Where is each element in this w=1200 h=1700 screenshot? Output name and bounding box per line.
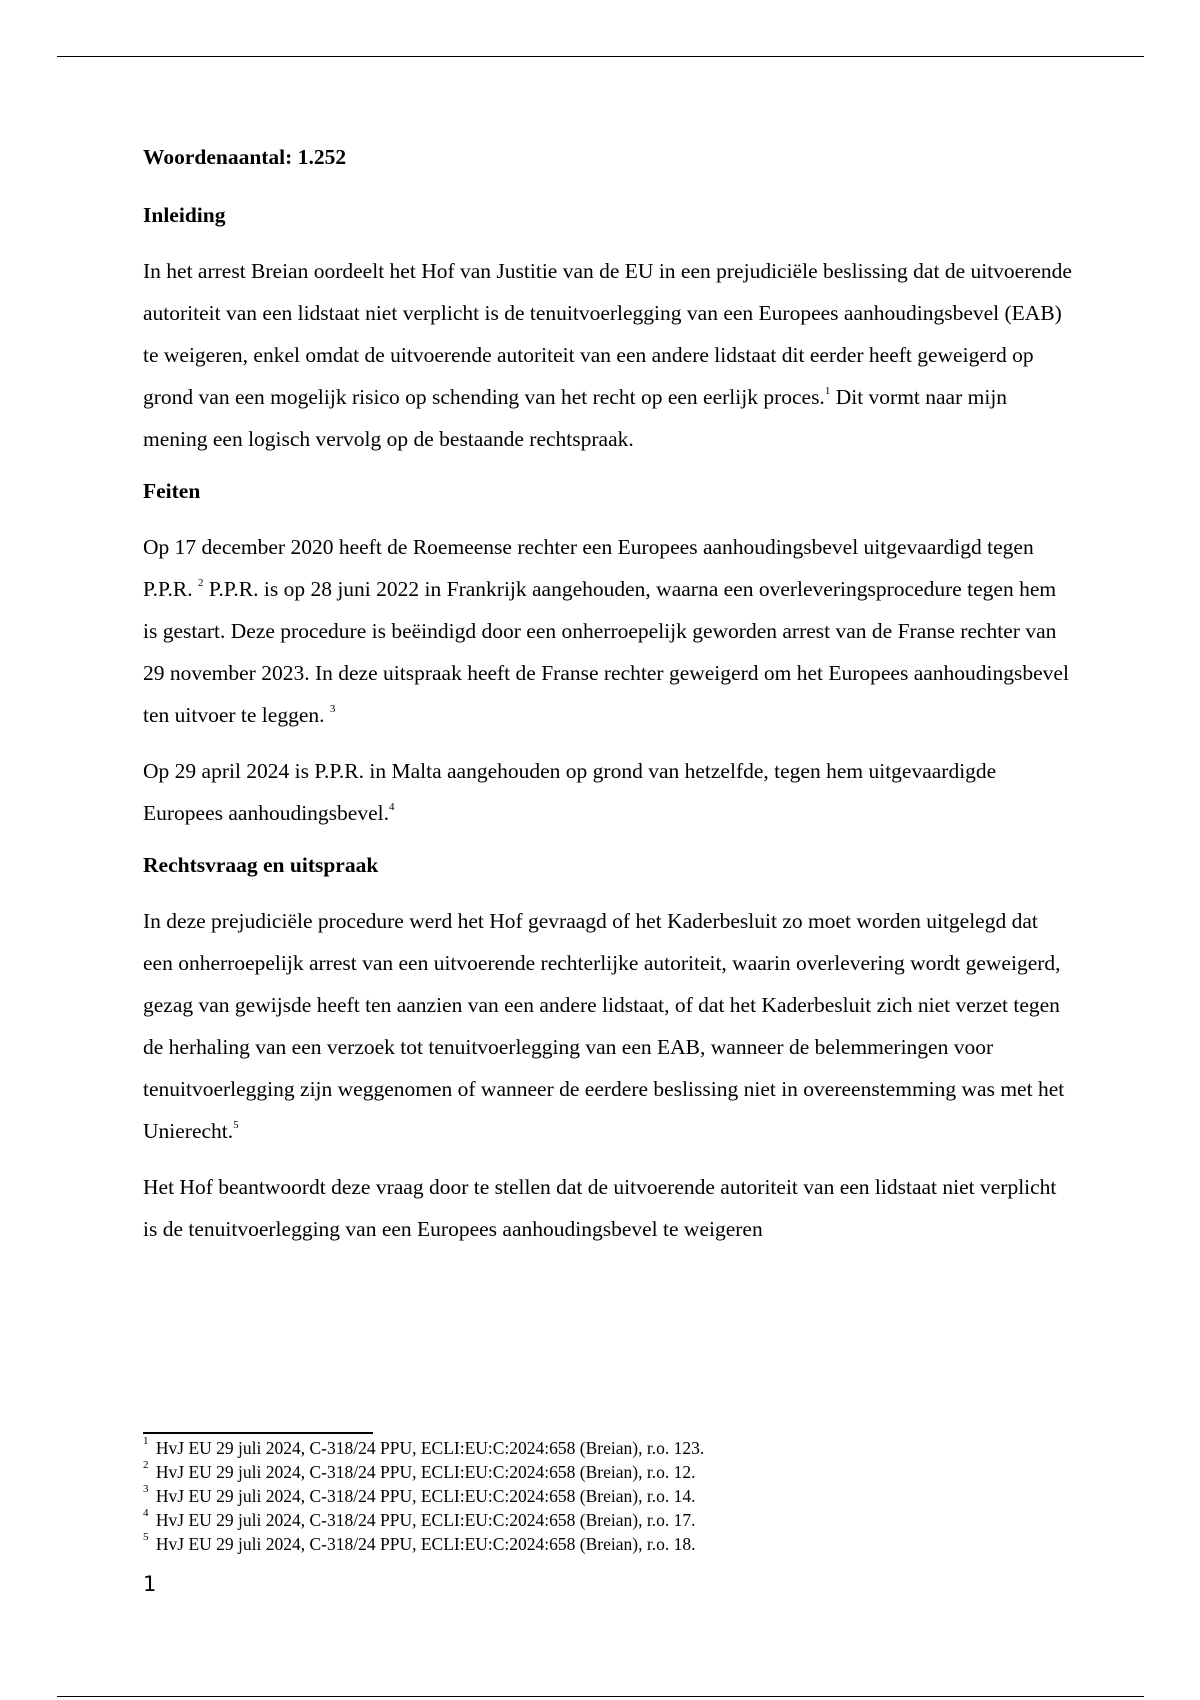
text-segment: Dit vormt naar mijn mening een logisch vervolg op de bestaande rechtspraak. bbox=[143, 385, 1008, 451]
footnote-text: HvJ EU 29 juli 2024, C-318/24 PPU, ECLI:EU:C:2024:658 (Breian), r.o. 18. bbox=[151, 1534, 696, 1554]
section-inleiding bbox=[143, 198, 1073, 460]
footnotes bbox=[143, 1436, 1043, 1556]
paragraph bbox=[143, 250, 1073, 460]
footnote-separator bbox=[143, 1432, 373, 1434]
footnote-ref: 2 bbox=[198, 576, 204, 589]
footnote-ref: 4 bbox=[388, 800, 395, 813]
section-heading: Feiten bbox=[143, 479, 201, 503]
footnote-number: 2 bbox=[143, 1459, 149, 1472]
footer-rule bbox=[57, 1696, 1144, 1697]
header-rule bbox=[57, 56, 1144, 57]
text-segment: In deze prejudiciële procedure werd het Hof gevraagd of het Kaderbesluit zo moet worden uitgelegd dat een onherroepelijk arrest van een uitvoerende rechterlijke autoriteit, waarin overlevering wordt geweigerd, gezag van gewijsde heeft ten aanzien van een andere lidstaat, of dat het Kaderbesluit zich niet verzet tegen de herhaling van een verzoek tot tenuitvoerlegging van een EAB, wanneer de belemmeringen voor tenuitvoerlegging zijn weggenomen of wanneer de eerdere beslissing niet in overeenstemming was met het Unierecht. bbox=[143, 909, 1065, 1143]
paragraph bbox=[143, 526, 1073, 736]
footnote-number: 4 bbox=[143, 1507, 149, 1520]
footnote-ref: 5 bbox=[233, 1118, 239, 1131]
text-segment: Op 29 april 2024 is P.P.R. in Malta aangehouden op grond van hetzelfde, tegen hem uitgevaardigde Europees aanhoudingsbevel. bbox=[143, 759, 997, 825]
page-number: 1 bbox=[143, 1572, 157, 1596]
document-body bbox=[143, 140, 1073, 1264]
text-segment: Het Hof beantwoordt deze vraag door te stellen dat de uitvoerende autoriteit van een lidstaat niet verplicht is de tenuitvoerlegging van een Europees aanhoudingsbevel te weigeren bbox=[143, 1175, 1057, 1241]
footnote bbox=[143, 1460, 1043, 1484]
paragraph bbox=[143, 1166, 1073, 1250]
section-heading: Inleiding bbox=[143, 203, 226, 227]
footnote bbox=[143, 1436, 1043, 1460]
footnote-text: HvJ EU 29 juli 2024, C-318/24 PPU, ECLI:EU:C:2024:658 (Breian), r.o. 12. bbox=[151, 1462, 696, 1482]
footnote-number: 3 bbox=[143, 1483, 149, 1496]
footnote bbox=[143, 1508, 1043, 1532]
footnote-text: HvJ EU 29 juli 2024, C-318/24 PPU, ECLI:EU:C:2024:658 (Breian), r.o. 123. bbox=[151, 1438, 705, 1458]
section-heading: Rechtsvraag en uitspraak bbox=[143, 853, 379, 877]
footnote-ref: 1 bbox=[824, 384, 831, 397]
paragraph bbox=[143, 750, 1073, 834]
footnote bbox=[143, 1484, 1043, 1508]
footnote-ref: 3 bbox=[329, 702, 336, 715]
text-segment: P.P.R. is op 28 juni 2022 in Frankrijk aangehouden, waarna een overleveringsprocedure tegen hem is gestart. Deze procedure is beëindigd door een onherroepelijk geworden arrest van de Franse rechter van 29 november 2023. In deze uitspraak heeft de Franse rechter geweigerd om het Europees aanhoudingsbevel ten uitvoer te leggen. bbox=[143, 577, 1069, 727]
footnote-number: 5 bbox=[143, 1531, 149, 1544]
word-count: Woordenaantal: 1.252 bbox=[143, 145, 347, 169]
footnote bbox=[143, 1532, 1043, 1556]
footnote-text: HvJ EU 29 juli 2024, C-318/24 PPU, ECLI:EU:C:2024:658 (Breian), r.o. 17. bbox=[151, 1510, 696, 1530]
paragraph bbox=[143, 900, 1073, 1152]
text-segment: Op 17 december 2020 heeft de Roemeense rechter een Europees aanhoudingsbevel uitgevaardigd tegen P.P.R. bbox=[143, 535, 1034, 601]
footnote-text: HvJ EU 29 juli 2024, C-318/24 PPU, ECLI:EU:C:2024:658 (Breian), r.o. 14. bbox=[151, 1486, 696, 1506]
section-rechtsvraag bbox=[143, 848, 1073, 1250]
section-feiten bbox=[143, 474, 1073, 834]
text-segment: In het arrest Breian oordeelt het Hof van Justitie van de EU in een prejudiciële beslissing dat de uitvoerende autoriteit van een lidstaat niet verplicht is de tenuitvoerlegging van een Europees aanhoudingsbevel (EAB) te weigeren, enkel omdat de uitvoerende autoriteit van een andere lidstaat dit eerder heeft geweigerd op grond van een mogelijk risico op schending van het recht op een eerlijk proces. bbox=[143, 259, 1072, 409]
footnote-number: 1 bbox=[143, 1435, 149, 1448]
